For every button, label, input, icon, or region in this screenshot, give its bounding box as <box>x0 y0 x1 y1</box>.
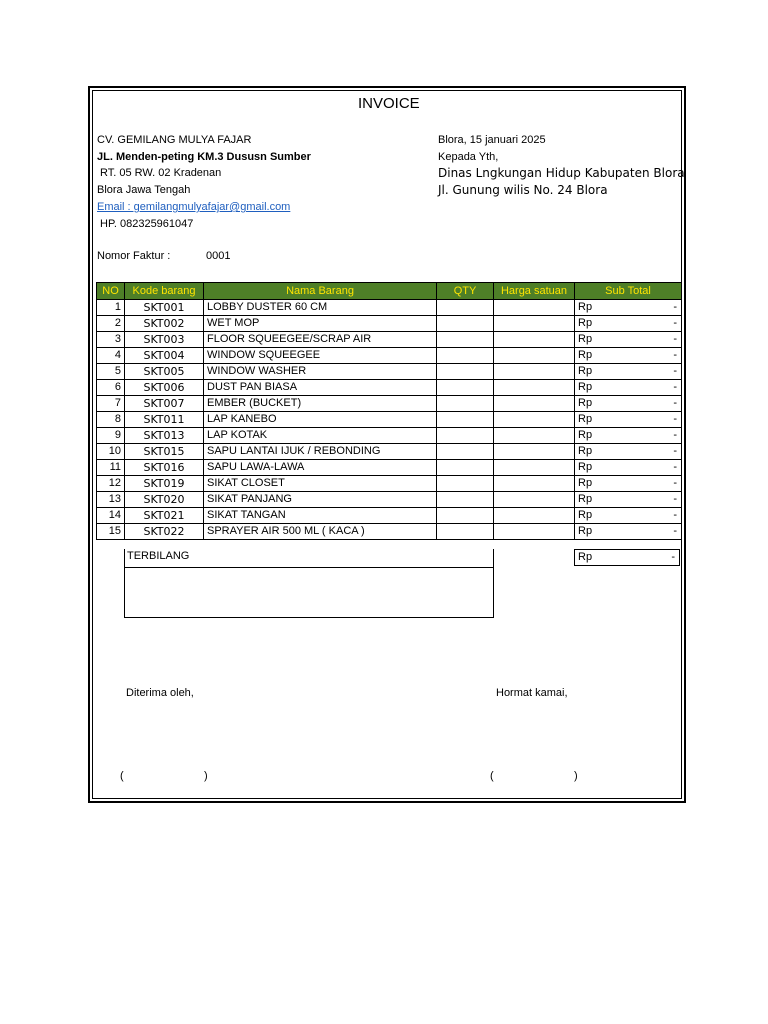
items-table <box>96 282 682 540</box>
item-qty <box>437 380 494 396</box>
subtotal-value: - <box>673 333 677 345</box>
invoice-number: 0001 <box>206 250 231 262</box>
subtotal-value: - <box>673 301 677 313</box>
terbilang-label: TERBILANG <box>127 550 190 562</box>
header-no: NO <box>97 283 125 300</box>
table-row <box>97 316 682 332</box>
terbilang-text-box <box>124 567 494 618</box>
item-unit-price <box>494 508 575 524</box>
table-row <box>97 364 682 380</box>
item-qty <box>437 428 494 444</box>
item-unit-price <box>494 300 575 316</box>
subtotal-value: - <box>673 381 677 393</box>
grand-total-currency: Rp <box>578 551 593 563</box>
row-number: 3 <box>97 332 125 348</box>
item-qty <box>437 444 494 460</box>
invoice-title: INVOICE <box>358 95 420 112</box>
subtotal-value: - <box>673 493 677 505</box>
table-row <box>97 396 682 412</box>
subtotal-value: - <box>673 429 677 441</box>
seller-address-street: JL. Menden-peting KM.3 Dususn Sumber <box>97 151 311 163</box>
item-qty <box>437 348 494 364</box>
regards-label: Hormat kamai, <box>496 687 568 699</box>
item-subtotal <box>575 380 682 396</box>
item-subtotal <box>575 332 682 348</box>
item-subtotal <box>575 300 682 316</box>
item-qty <box>437 460 494 476</box>
item-code: SKT020 <box>125 492 204 508</box>
table-row <box>97 332 682 348</box>
item-unit-price <box>494 492 575 508</box>
header-subtotal: Sub Total <box>575 283 682 300</box>
item-subtotal <box>575 316 682 332</box>
subtotal-currency: Rp <box>578 445 593 457</box>
subtotal-currency: Rp <box>578 333 593 345</box>
item-qty <box>437 316 494 332</box>
item-subtotal <box>575 396 682 412</box>
row-number: 10 <box>97 444 125 460</box>
item-code: SKT011 <box>125 412 204 428</box>
item-subtotal <box>575 428 682 444</box>
item-name: LOBBY DUSTER 60 CM <box>204 300 437 316</box>
table-row <box>97 348 682 364</box>
item-qty <box>437 396 494 412</box>
subtotal-currency: Rp <box>578 365 593 377</box>
total-row <box>96 549 681 567</box>
table-row <box>97 444 682 460</box>
item-unit-price <box>494 460 575 476</box>
item-unit-price <box>494 316 575 332</box>
table-row <box>97 524 682 540</box>
invoice-date: Blora, 15 januari 2025 <box>438 134 546 146</box>
subtotal-value: - <box>673 509 677 521</box>
item-subtotal <box>575 348 682 364</box>
received-by-label: Diterima oleh, <box>126 687 194 699</box>
table-row <box>97 492 682 508</box>
table-row <box>97 476 682 492</box>
subtotal-currency: Rp <box>578 509 593 521</box>
item-code: SKT022 <box>125 524 204 540</box>
item-unit-price <box>494 444 575 460</box>
item-subtotal <box>575 508 682 524</box>
table-row <box>97 460 682 476</box>
item-subtotal <box>575 444 682 460</box>
item-subtotal <box>575 524 682 540</box>
row-number: 6 <box>97 380 125 396</box>
subtotal-currency: Rp <box>578 493 593 505</box>
subtotal-value: - <box>673 413 677 425</box>
grand-total-value: - <box>671 551 675 563</box>
row-number: 12 <box>97 476 125 492</box>
receiver-signature-close: ) <box>204 770 208 782</box>
item-code: SKT016 <box>125 460 204 476</box>
item-code: SKT004 <box>125 348 204 364</box>
item-subtotal <box>575 492 682 508</box>
subtotal-currency: Rp <box>578 349 593 361</box>
seller-phone: HP. 082325961047 <box>100 218 194 230</box>
item-name: FLOOR SQUEEGEE/SCRAP AIR <box>204 332 437 348</box>
item-subtotal <box>575 412 682 428</box>
subtotal-value: - <box>673 397 677 409</box>
item-code: SKT006 <box>125 380 204 396</box>
item-code: SKT001 <box>125 300 204 316</box>
subtotal-currency: Rp <box>578 301 593 313</box>
row-number: 5 <box>97 364 125 380</box>
header-qty: QTY <box>437 283 494 300</box>
subtotal-currency: Rp <box>578 381 593 393</box>
item-qty <box>437 412 494 428</box>
item-unit-price <box>494 412 575 428</box>
receiver-signature-open: ( <box>120 770 124 782</box>
subtotal-currency: Rp <box>578 397 593 409</box>
item-unit-price <box>494 332 575 348</box>
item-unit-price <box>494 396 575 412</box>
grand-total-cell <box>574 549 680 566</box>
row-number: 8 <box>97 412 125 428</box>
subtotal-currency: Rp <box>578 461 593 473</box>
item-qty <box>437 524 494 540</box>
items-table-header <box>97 283 682 300</box>
item-name: SAPU LANTAI IJUK / REBONDING <box>204 444 437 460</box>
item-name: SAPU LAWA-LAWA <box>204 460 437 476</box>
item-qty <box>437 300 494 316</box>
item-code: SKT002 <box>125 316 204 332</box>
item-unit-price <box>494 476 575 492</box>
item-name: SIKAT TANGAN <box>204 508 437 524</box>
row-number: 1 <box>97 300 125 316</box>
table-row <box>97 300 682 316</box>
item-unit-price <box>494 348 575 364</box>
item-name: EMBER (BUCKET) <box>204 396 437 412</box>
item-name: SIKAT CLOSET <box>204 476 437 492</box>
subtotal-currency: Rp <box>578 525 593 537</box>
row-number: 13 <box>97 492 125 508</box>
subtotal-value: - <box>673 349 677 361</box>
item-qty <box>437 492 494 508</box>
header-unit-price: Harga satuan <box>494 283 575 300</box>
recipient-name: Dinas Lngkungan Hidup Kabupaten Blora <box>438 166 685 180</box>
invoice-number-label: Nomor Faktur : <box>97 250 171 262</box>
subtotal-value: - <box>673 477 677 489</box>
seller-address-rt: RT. 05 RW. 02 Kradenan <box>100 167 222 179</box>
recipient-address: Jl. Gunung wilis No. 24 Blora <box>438 183 608 197</box>
item-code: SKT019 <box>125 476 204 492</box>
subtotal-value: - <box>673 317 677 329</box>
item-unit-price <box>494 380 575 396</box>
subtotal-value: - <box>673 525 677 537</box>
sender-signature-open: ( <box>490 770 494 782</box>
item-name: LAP KANEBO <box>204 412 437 428</box>
item-subtotal <box>575 476 682 492</box>
subtotal-value: - <box>673 461 677 473</box>
item-name: DUST PAN BIASA <box>204 380 437 396</box>
item-code: SKT013 <box>125 428 204 444</box>
subtotal-currency: Rp <box>578 429 593 441</box>
table-row <box>97 508 682 524</box>
row-number: 4 <box>97 348 125 364</box>
row-number: 15 <box>97 524 125 540</box>
header-item-name: Nama Barang <box>204 283 437 300</box>
item-subtotal <box>575 460 682 476</box>
item-name: SIKAT PANJANG <box>204 492 437 508</box>
item-name: LAP KOTAK <box>204 428 437 444</box>
item-name: WINDOW SQUEEGEE <box>204 348 437 364</box>
row-number: 14 <box>97 508 125 524</box>
item-unit-price <box>494 524 575 540</box>
item-qty <box>437 332 494 348</box>
item-unit-price <box>494 428 575 444</box>
item-code: SKT003 <box>125 332 204 348</box>
table-row <box>97 380 682 396</box>
item-qty <box>437 364 494 380</box>
item-code: SKT015 <box>125 444 204 460</box>
item-code: SKT021 <box>125 508 204 524</box>
seller-address-city: Blora Jawa Tengah <box>97 184 191 196</box>
row-number: 11 <box>97 460 125 476</box>
item-name: SPRAYER AIR 500 ML ( KACA ) <box>204 524 437 540</box>
header-item-code: Kode barang <box>125 283 204 300</box>
seller-email-link[interactable]: Email : gemilangmulyafajar@gmail.com <box>97 201 291 213</box>
item-unit-price <box>494 364 575 380</box>
subtotal-currency: Rp <box>578 413 593 425</box>
subtotal-value: - <box>673 365 677 377</box>
recipient-salutation: Kepada Yth, <box>438 151 499 163</box>
sender-signature-close: ) <box>574 770 578 782</box>
row-number: 2 <box>97 316 125 332</box>
row-number: 7 <box>97 396 125 412</box>
item-code: SKT005 <box>125 364 204 380</box>
subtotal-currency: Rp <box>578 477 593 489</box>
item-name: WET MOP <box>204 316 437 332</box>
subtotal-currency: Rp <box>578 317 593 329</box>
seller-name: CV. GEMILANG MULYA FAJAR <box>97 134 252 146</box>
subtotal-value: - <box>673 445 677 457</box>
item-name: WINDOW WASHER <box>204 364 437 380</box>
item-qty <box>437 508 494 524</box>
item-code: SKT007 <box>125 396 204 412</box>
item-qty <box>437 476 494 492</box>
item-subtotal <box>575 364 682 380</box>
row-number: 9 <box>97 428 125 444</box>
table-row <box>97 412 682 428</box>
table-row <box>97 428 682 444</box>
